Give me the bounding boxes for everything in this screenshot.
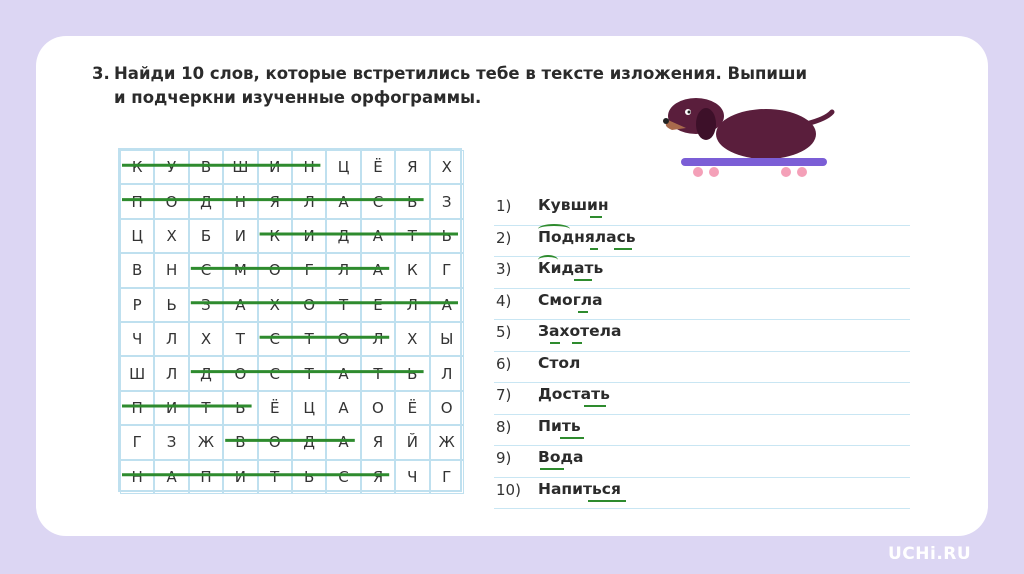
grid-cell: Ж [430, 425, 464, 459]
grid-cell: С [258, 356, 292, 390]
grid-cell: Н [223, 184, 257, 218]
grid-cell: Н [154, 253, 188, 287]
orthogram-underline [578, 311, 588, 313]
grid-cell: Х [189, 322, 223, 356]
task-number: 3. [92, 64, 110, 83]
grid-cell: С [326, 460, 360, 494]
orthogram-underline [588, 500, 626, 502]
answer-word: Поднялась [538, 227, 636, 246]
grid-cell: Ш [120, 356, 154, 390]
grid-cell: З [154, 425, 188, 459]
grid-cell: Я [361, 460, 395, 494]
answer-row [494, 383, 910, 415]
grid-cell: Т [189, 391, 223, 425]
grid-cell: Р [120, 288, 154, 322]
orthogram-underline [584, 405, 606, 407]
orthogram-underline [550, 342, 560, 344]
grid-cell: Т [292, 356, 326, 390]
grid-cell: Д [292, 425, 326, 459]
answer-row [494, 194, 910, 226]
grid-cell: О [258, 425, 292, 459]
grid-cell: Х [258, 288, 292, 322]
grid-cell: Л [154, 356, 188, 390]
answer-word: Захотела [538, 322, 622, 340]
answer-row [494, 289, 910, 321]
grid-cell: С [189, 253, 223, 287]
answer-word: Пить [538, 416, 581, 435]
grid-cell: О [223, 356, 257, 390]
grid-cell: И [258, 150, 292, 184]
grid-cell: Г [292, 253, 326, 287]
grid-cell: Б [189, 219, 223, 253]
answer-word: Вода [538, 448, 584, 466]
answer-number: 10) [496, 480, 521, 499]
grid-cell: Г [430, 253, 464, 287]
grid-cell: З [430, 184, 464, 218]
grid-cell: Ё [361, 150, 395, 184]
grid-cell: Л [430, 356, 464, 390]
grid-cell: К [395, 253, 429, 287]
dog-on-skateboard-illustration [656, 94, 836, 184]
answer-word: Стол [538, 353, 581, 372]
grid-cell: А [361, 219, 395, 253]
grid-cell: Ё [258, 391, 292, 425]
orthogram-arc [538, 224, 570, 234]
grid-cell: Ц [292, 391, 326, 425]
grid-cell: У [154, 150, 188, 184]
answer-number: 5) [496, 323, 512, 341]
grid-cell: И [292, 219, 326, 253]
grid-cell: Ь [395, 184, 429, 218]
grid-cell: Ж [189, 425, 223, 459]
grid-cell: Т [223, 322, 257, 356]
grid-cell: Ь [154, 288, 188, 322]
word-search-grid [118, 148, 462, 492]
grid-cell: Л [292, 184, 326, 218]
grid-cell: Ь [223, 391, 257, 425]
grid-cell: Я [395, 150, 429, 184]
grid-cell: Т [292, 322, 326, 356]
orthogram-underline [590, 248, 598, 250]
grid-cell: Л [361, 322, 395, 356]
grid-cell: С [258, 322, 292, 356]
grid-cell: Т [361, 356, 395, 390]
answer-number: 4) [496, 291, 512, 310]
answer-number: 6) [496, 354, 512, 373]
orthogram-arc [538, 255, 558, 265]
grid-cell: Ц [120, 219, 154, 253]
grid-cell: А [223, 288, 257, 322]
grid-cell: Е [361, 288, 395, 322]
grid-cell: Х [395, 322, 429, 356]
answer-row [494, 352, 910, 384]
grid-cell: Д [189, 184, 223, 218]
orthogram-underline [560, 437, 584, 439]
grid-cell: К [120, 150, 154, 184]
grid-cell: А [326, 391, 360, 425]
grid-cell: И [223, 219, 257, 253]
answer-word: Достать [538, 385, 610, 403]
answer-row [494, 226, 910, 258]
grid-cell: И [223, 460, 257, 494]
grid-cell: О [326, 322, 360, 356]
grid-cell: Л [154, 322, 188, 356]
grid-cell: Ч [395, 460, 429, 494]
grid-cell: С [361, 184, 395, 218]
grid-cell: А [430, 288, 464, 322]
grid-cell: А [361, 253, 395, 287]
answer-word: Кидать [538, 259, 604, 277]
task-line-2: и подчеркни изученные орфограммы. [114, 88, 482, 107]
answer-row [494, 415, 910, 447]
grid-cell: Н [120, 460, 154, 494]
orthogram-underline [574, 279, 592, 281]
grid-cell: К [258, 219, 292, 253]
grid-cell: О [258, 253, 292, 287]
grid-cell: Ё [395, 391, 429, 425]
grid-cell: Г [430, 460, 464, 494]
grid-cell: Я [258, 184, 292, 218]
answer-row [494, 446, 910, 478]
answer-row [494, 478, 910, 510]
grid-cell: Д [326, 219, 360, 253]
answer-word: Кувшин [538, 196, 609, 214]
grid-cell: Й [395, 425, 429, 459]
grid-cell: В [120, 253, 154, 287]
grid-cell: Л [395, 288, 429, 322]
answer-word: Смогла [538, 290, 603, 309]
grid-cell: О [430, 391, 464, 425]
orthogram-underline [572, 342, 582, 344]
answer-number: 3) [496, 260, 512, 278]
grid-cell: М [223, 253, 257, 287]
grid-cell: И [154, 391, 188, 425]
grid-cell: П [120, 184, 154, 218]
orthogram-underline [590, 216, 602, 218]
orthogram-underline [614, 248, 632, 250]
grid-cell: П [189, 460, 223, 494]
answer-number: 7) [496, 386, 512, 404]
answer-row [494, 320, 910, 352]
grid-cell: Л [326, 253, 360, 287]
answer-number: 2) [496, 228, 512, 247]
grid-cell: Ь [430, 219, 464, 253]
grid-cell: З [189, 288, 223, 322]
grid-cell: Г [120, 425, 154, 459]
grid-cell: Я [361, 425, 395, 459]
orthogram-underline [540, 468, 564, 470]
grid-cell: Ц [326, 150, 360, 184]
uchi-logo: UCHi.RU [888, 544, 972, 564]
answer-number: 1) [496, 197, 512, 215]
grid-cell: О [154, 184, 188, 218]
grid-cell: Т [326, 288, 360, 322]
grid-cell: Н [292, 150, 326, 184]
grid-cell: О [292, 288, 326, 322]
grid-cell: Ш [223, 150, 257, 184]
grid-cell: В [223, 425, 257, 459]
grid-cell: Т [258, 460, 292, 494]
answer-number: 9) [496, 449, 512, 467]
grid-cell: Ч [120, 322, 154, 356]
grid-cell: А [326, 356, 360, 390]
grid-cell: Ь [395, 356, 429, 390]
grid-cell: А [154, 460, 188, 494]
answer-word: Напиться [538, 479, 621, 498]
grid-cell: А [326, 425, 360, 459]
grid-cell: В [189, 150, 223, 184]
grid-cell: Д [189, 356, 223, 390]
grid-cell: Ь [292, 460, 326, 494]
grid-cell: Х [430, 150, 464, 184]
grid-cell: А [326, 184, 360, 218]
answer-number: 8) [496, 417, 512, 436]
grid-cell: О [361, 391, 395, 425]
answer-list [494, 194, 910, 509]
grid-cell: П [120, 391, 154, 425]
task-line-1: Найди 10 слов, которые встретились тебе в тексте изложения. Выпиши [114, 64, 808, 83]
grid-cell: Т [395, 219, 429, 253]
grid-cell: Ы [430, 322, 464, 356]
answer-row [494, 257, 910, 289]
grid-cell: Х [154, 219, 188, 253]
